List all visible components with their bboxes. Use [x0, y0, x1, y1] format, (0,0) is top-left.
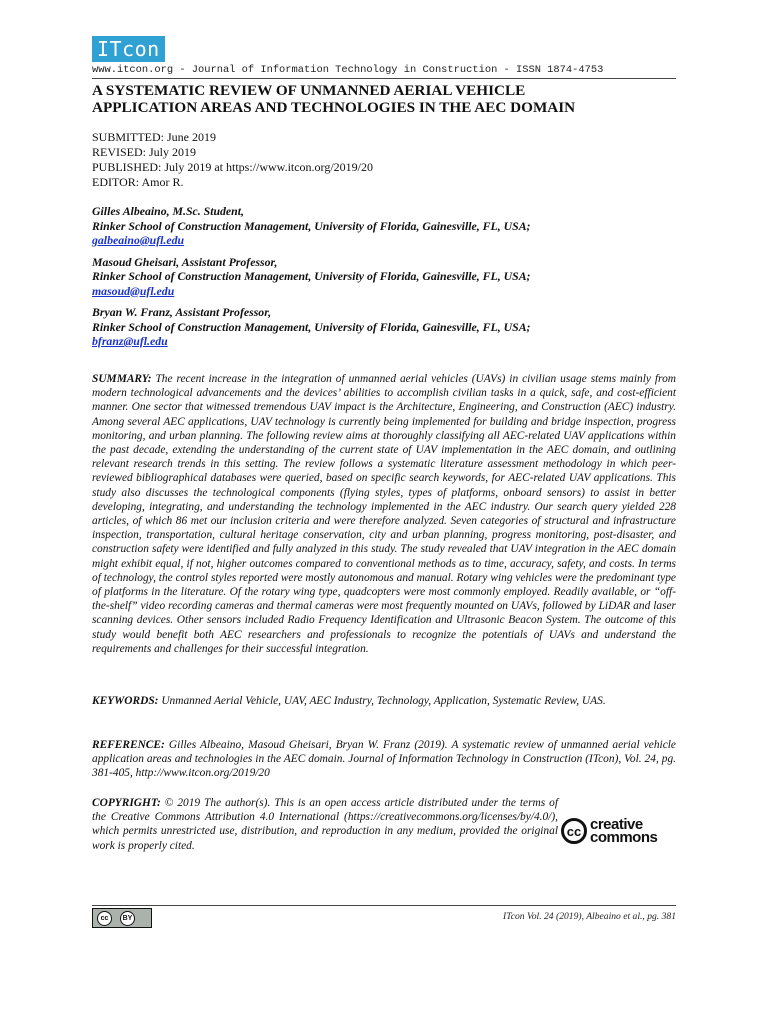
- copyright-text: © 2019 The author(s). This is an open access article distributed under the terms of the Creative Commons Attribution 4.0 International (https://creativecommons.org/licenses/by/4.0/), which permits unrestricted use, distribution, and reproduction in any medium, provided the original work is properly cited.: [92, 797, 558, 852]
- cc-by-license-badge[interactable]: [92, 908, 152, 928]
- cc-icon: cc: [561, 818, 587, 844]
- author-affiliation: Rinker School of Construction Management, University of Florida, Gainesville, FL, USA;: [92, 218, 531, 233]
- author-email-link[interactable]: masoud@ufl.edu: [92, 283, 175, 298]
- title-line-2: APPLICATION AREAS AND TECHNOLOGIES IN THE AEC DOMAIN: [92, 99, 576, 116]
- keywords-text: Unmanned Aerial Vehicle, UAV, AEC Industry, Technology, Application, Systematic Review, UAS.: [161, 695, 606, 707]
- publication-dates: [92, 130, 373, 190]
- summary-label: SUMMARY:: [92, 373, 152, 385]
- author-email-link[interactable]: galbeaino@ufl.edu: [92, 233, 185, 247]
- itcon-logo: ITcon: [92, 36, 165, 62]
- author-name: Gilles Albeaino, M.Sc. Student,: [92, 204, 244, 218]
- summary-text: The recent increase in the integration of unmanned aerial vehicles (UAVs) in civilian usage stems mainly from modern technological advancements and the devices’ abilities to accomplish civilian tasks in a quick, safe, and cost-efficient manner. One sector that witnessed tremendous UAV impact is the Architecture, Engineering, and Construction (AEC) industry. Among several AEC applications, UAV technology is currently being implemented for building and bridge inspection, progress monitoring, and urban planning. The following review aims at thoroughly classifying all AEC-related UAV applications within the past decade, extending the understanding of the current state of UAV implementation in the AEC domain, and outlining relevant research trends in this setting. The review follows a systematic literature assessment methodology in which peer-reviewed bibliographical databases were queried, based on specific search keywords, for AEC-related UAV applications. This study also discusses the technological components (flying styles, types of platforms, onboard sensors) to assist in better developing, integrating, and understanding the technology implemented in the AEC industry. Our search query yielded 228 articles, of which 86 met our inclusion criteria and were therefore analyzed. Seven categories of structural and infrastructure inspection, transportation, cultural heritage conservation, city and urban planning, progress monitoring, post-disaster, and construction safety were identified and fully analyzed in this study. The study revealed that UAV integration in the AEC domain might exhibit equal, if not, higher outcomes compared to conventional methods as to time, accuracy, safety, and costs. In terms of technology, the control styles reported were mostly autonomous and manual. Rotary wing vehicles were the predominant type of platforms in the literature. Of the rotary wing type, quadcopters were most commonly employed. Readily available, or “off-the-shelf” video recording cameras and thermal cameras were most frequently mounted on UAVs, followed by LiDAR and laser scanning devices. Other sensors included Radio Frequency Identification and Ultrasonic Beacon System. The outcome of this study would benefit both AEC researchers and professionals to recognize the potentials of UAVs and understand the requirements and challenges for their successful integration.: [92, 373, 676, 655]
- footer-citation: ITcon Vol. 24 (2019), Albeaino et al., pg. 381: [503, 911, 676, 922]
- cc-word-commons: commons: [590, 829, 658, 846]
- revised-date: REVISED: July 2019: [92, 145, 197, 159]
- header-divider: [92, 78, 676, 79]
- creative-commons-logo: [561, 818, 657, 844]
- editor: EDITOR: Amor R.: [92, 175, 184, 189]
- journal-header-line: www.itcon.org - Journal of Information Technology in Construction - ISSN 1874-4753: [92, 64, 604, 76]
- keywords-label: KEYWORDS:: [92, 695, 159, 707]
- summary-section: [92, 372, 676, 656]
- cc-badge-icon: cc: [97, 911, 112, 926]
- author-affiliation: Rinker School of Construction Management, University of Florida, Gainesville, FL, USA;: [92, 319, 531, 334]
- author-list: [92, 204, 692, 356]
- reference-section: [92, 738, 676, 781]
- cc-wordmark: [590, 818, 657, 844]
- cc-word-creative: creative: [590, 816, 643, 833]
- title-line-1: A SYSTEMATIC REVIEW OF UNMANNED AERIAL VEHICLE: [92, 82, 526, 99]
- author-2: [92, 255, 692, 299]
- copyright-label: COPYRIGHT:: [92, 797, 161, 809]
- reference-text: Gilles Albeaino, Masoud Gheisari, Bryan W. Franz (2019). A systematic review of unmanned aerial vehicle application areas and technologies in the AEC domain. Journal of Information Technology in Construction (ITcon), Vol. 24, pg. 381-405, http://www.itcon.org/2019/20: [92, 739, 676, 780]
- published-date: PUBLISHED: July 2019 at https://www.itcon.org/2019/20: [92, 160, 374, 174]
- author-name: Bryan W. Franz, Assistant Professor,: [92, 305, 272, 319]
- author-1: [92, 204, 692, 248]
- attribution-person-icon: BY: [120, 911, 135, 926]
- submitted-date: SUBMITTED: June 2019: [92, 130, 216, 144]
- keywords-section: [92, 694, 676, 708]
- author-email-link[interactable]: bfranz@ufl.edu: [92, 334, 168, 348]
- author-name: Masoud Gheisari, Assistant Professor,: [92, 254, 278, 269]
- paper-title: [92, 82, 692, 116]
- footer-divider: [92, 905, 676, 906]
- author-3: [92, 305, 692, 349]
- reference-label: REFERENCE:: [92, 739, 165, 751]
- copyright-section: [92, 796, 558, 853]
- author-affiliation: Rinker School of Construction Management, University of Florida, Gainesville, FL, USA;: [92, 269, 531, 283]
